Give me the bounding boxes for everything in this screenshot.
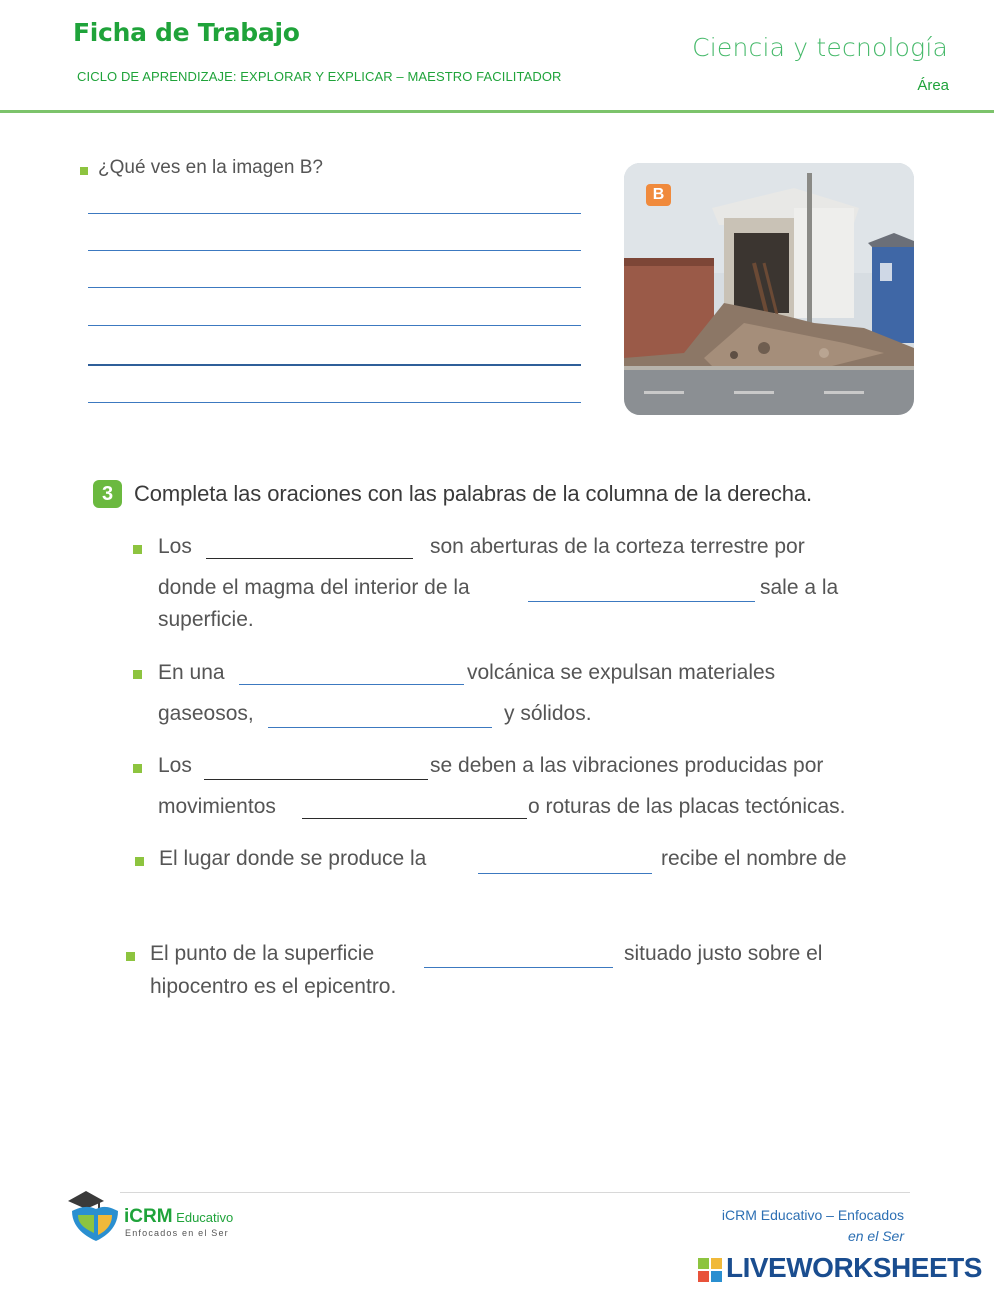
- photo-label-badge: B: [646, 184, 671, 206]
- s1-text-a: Los: [158, 535, 192, 558]
- subject-title: Ciencia y tecnología: [692, 33, 948, 62]
- footer-credit-line-1: iCRM Educativo – Enfocados: [721, 1207, 904, 1223]
- footer-divider: [120, 1192, 910, 1193]
- cycle-subtitle: CICLO DE APRENDIZAJE: EXPLORAR Y EXPLICAR – MAESTRO FACILITADOR: [77, 69, 562, 84]
- area-label: Área: [917, 77, 949, 94]
- s3-text-c: movimientos: [158, 795, 276, 818]
- answer-line-3[interactable]: [88, 287, 581, 288]
- footer-credit-line-2: en el Ser: [847, 1228, 904, 1244]
- answer-line-2[interactable]: [88, 250, 581, 251]
- answer-line-1[interactable]: [88, 213, 581, 214]
- page-title: Ficha de Trabajo: [73, 18, 300, 47]
- brand-name: [124, 1206, 233, 1228]
- s1-text-b: son aberturas de la corteza terrestre por: [430, 535, 805, 558]
- s3-text-d: o roturas de las placas tectónicas.: [528, 795, 846, 818]
- bullet-icon: [135, 857, 144, 866]
- s3-blank-2[interactable]: [302, 818, 527, 819]
- s5-text-c: hipocentro es el epicentro.: [150, 975, 397, 998]
- icrm-logo-icon: [64, 1187, 122, 1248]
- s4-text-a: El lugar donde se produce la: [159, 847, 427, 870]
- bullet-icon: [133, 545, 142, 554]
- brand-name-b: Educativo: [172, 1210, 234, 1225]
- s5-text-b: situado justo sobre el: [624, 942, 823, 965]
- s3-blank-1[interactable]: [204, 779, 428, 780]
- s3-text-b: se deben a las vibraciones producidas por: [430, 754, 824, 777]
- s1-text-c: donde el magma del interior de la: [158, 576, 470, 599]
- s2-blank-2[interactable]: [268, 727, 492, 728]
- s1-blank-2[interactable]: [528, 601, 755, 602]
- brand-tagline: Enfocados en el Ser: [125, 1228, 229, 1238]
- brand-name-a: iCRM: [124, 1206, 173, 1227]
- bullet-icon: [133, 670, 142, 679]
- liveworksheets-wordmark[interactable]: LIVEWORKSHEETS: [726, 1252, 982, 1283]
- s2-text-a: En una: [158, 661, 225, 684]
- s4-text-b: recibe el nombre de: [661, 847, 847, 870]
- s2-text-c: gaseosos,: [158, 702, 254, 725]
- answer-line-6[interactable]: [88, 402, 581, 403]
- s2-blank-1[interactable]: [239, 684, 464, 685]
- image-question: ¿Qué ves en la imagen B?: [98, 157, 323, 178]
- section-title: Completa las oraciones con las palabras de la columna de la derecha.: [134, 481, 813, 506]
- bullet-icon: [133, 764, 142, 773]
- s4-blank-1[interactable]: [478, 873, 652, 874]
- answer-line-4[interactable]: [88, 325, 581, 326]
- s1-blank-1[interactable]: [206, 558, 413, 559]
- s5-blank-1[interactable]: [424, 967, 613, 968]
- s1-text-d: sale a la: [760, 576, 839, 599]
- s5-text-a: El punto de la superficie: [150, 942, 375, 965]
- section-number-badge: 3: [93, 480, 122, 508]
- liveworksheets-icon: [698, 1258, 722, 1282]
- s2-text-b: volcánica se expulsan materiales: [467, 661, 776, 684]
- s3-text-a: Los: [158, 754, 192, 777]
- s1-text-e: superficie.: [158, 608, 254, 631]
- bullet-icon: [80, 167, 88, 175]
- s2-text-d: y sólidos.: [504, 702, 592, 725]
- header-divider: [0, 110, 994, 113]
- answer-line-5[interactable]: [88, 364, 581, 366]
- bullet-icon: [126, 952, 135, 961]
